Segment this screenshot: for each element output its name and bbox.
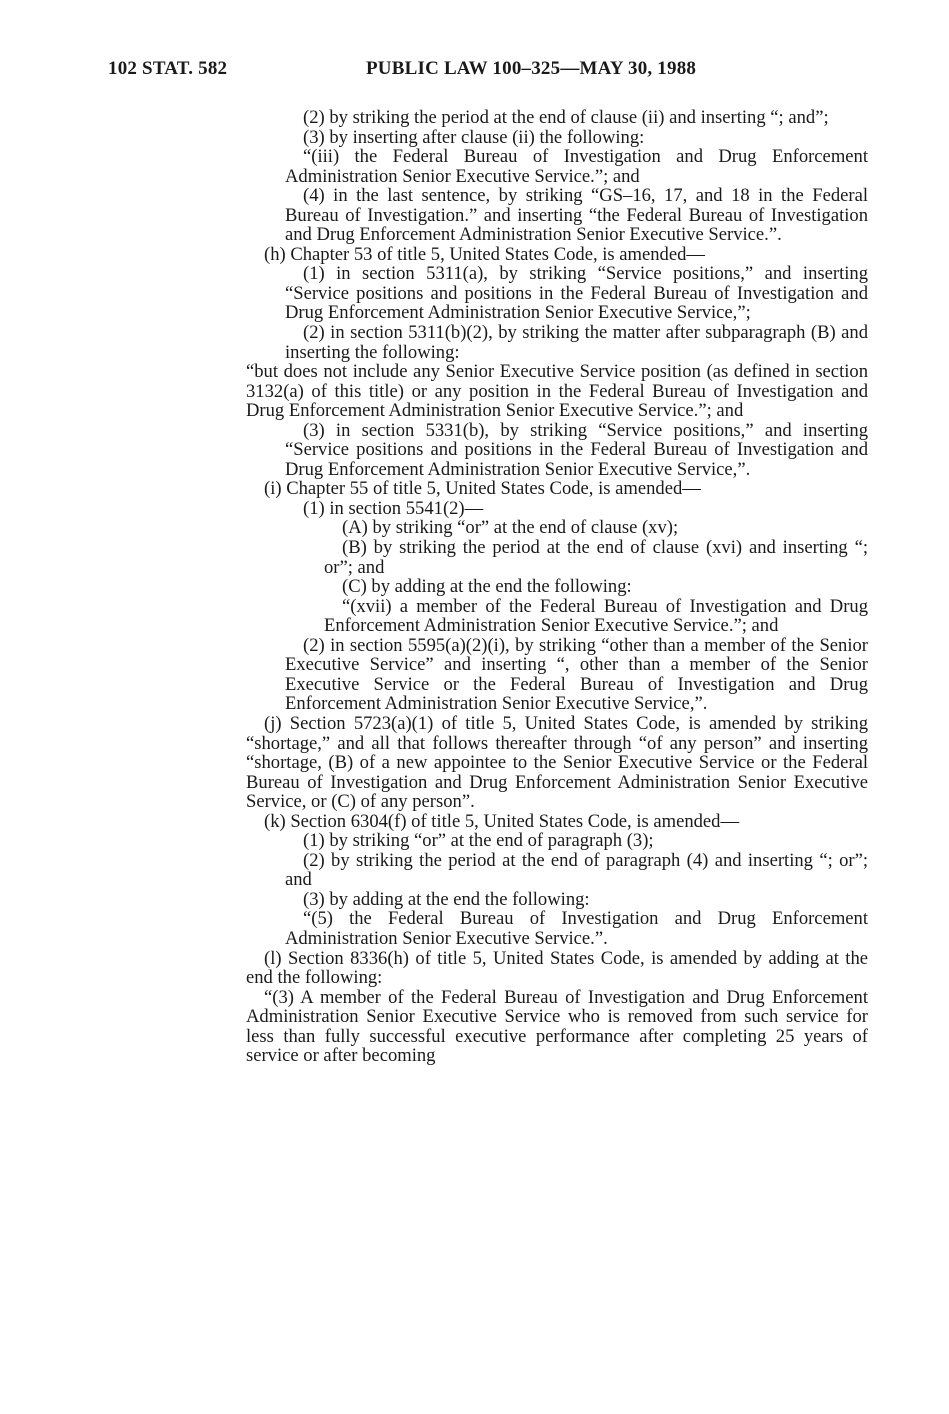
subsection: (k) Section 6304(f) of title 5, United States Code, is amended— — [264, 810, 740, 832]
quoted-paragraph: “but does not include any Senior Executive Service position (as defined in section 3132(a) of this title) or any position in the Federal Bureau of Investigation and Drug Enforcement Administration Senior Executive Service.”; and — [246, 361, 868, 422]
quoted-paragraph: “(5) the Federal Bureau of Investigation and Drug Enforcement Administration Senior Executive Service.”. — [285, 908, 868, 949]
subsection: (l) Section 8336(h) of title 5, United States Code, is amended by adding at the end the following: — [246, 947, 868, 989]
subparagraph: (B) by striking the period at the end of clause (xvi) and inserting “; or”; and — [324, 537, 868, 578]
quoted-paragraph: “(3) A member of the Federal Bureau of Investigation and Drug Enforcement Administration Senior Executive Service who is removed from such service for less than fully successful executive performance after completing 25 years of service or after becoming — [246, 986, 868, 1067]
quoted-paragraph: “(iii) the Federal Bureau of Investigation and Drug Enforcement Administration Senior Executive Service.”; and — [285, 146, 868, 187]
paragraph: (2) in section 5595(a)(2)(i), by striking “other than a member of the Senior Executive Service” and inserting “, other than a member of the Senior Executive Service or the Federal Bureau of Investigation and Drug Enforcement Administration Senior Executive Service,”. — [285, 634, 868, 715]
subparagraph: (A) by striking “or” at the end of clause (xv); — [342, 517, 679, 539]
quoted-paragraph: “(xvii) a member of the Federal Bureau of Investigation and Drug Enforcement Administration Senior Executive Service.”; and — [324, 595, 868, 637]
subsection: (h) Chapter 53 of title 5, United States Code, is amended— — [264, 243, 705, 265]
statute-text — [246, 108, 868, 1066]
paragraph: (3) in section 5331(b), by striking “Service positions,” and inserting “Service positions and positions in the Federal Bureau of Investigation and Drug Enforcement Administration Senior Executive Service,”. — [285, 419, 868, 480]
paragraph: (2) by striking the period at the end of clause (ii) and inserting “; and”; — [303, 107, 829, 128]
paragraph: (1) by striking “or” at the end of paragraph (3); — [303, 830, 654, 852]
subsection: (j) Section 5723(a)(1) of title 5, United States Code, is amended by striking “shortage,” and all that follows thereafter through “of any person” and inserting “shortage, (B) of a new appointee to the Senior Executive Service or the Federal Bureau of Investigation and Drug Enforcement Administration Senior Executive Service, or (C) of any person”. — [246, 712, 868, 813]
stat-page-number: 102 STAT. 582 — [108, 58, 228, 79]
subparagraph: (C) by adding at the end the following: — [342, 576, 632, 598]
paragraph: (3) by inserting after clause (ii) the following: — [303, 126, 645, 148]
paragraph: (4) in the last sentence, by striking “GS–16, 17, and 18 in the Federal Bureau of Investigation.” and inserting “the Federal Bureau of Investigation and Drug Enforcement Administration Senior Executive Service.”. — [285, 185, 868, 246]
subsection: (i) Chapter 55 of title 5, United States Code, is amended— — [264, 478, 701, 500]
paragraph: (1) in section 5311(a), by striking “Service positions,” and inserting “Service positions and positions in the Federal Bureau of Investigation and Drug Enforcement Administration Senior Executive Service,”; — [285, 263, 868, 324]
paragraph: (1) in section 5541(2)— — [303, 497, 484, 519]
paragraph: (3) by adding at the end the following: — [303, 888, 590, 910]
page-header — [0, 58, 949, 88]
law-title: PUBLIC LAW 100–325—MAY 30, 1988 — [366, 58, 697, 79]
paragraph: (2) by striking the period at the end of paragraph (4) and inserting “; or”; and — [285, 849, 868, 891]
paragraph: (2) in section 5311(b)(2), by striking the matter after subparagraph (B) and inserting the following: — [285, 322, 868, 363]
